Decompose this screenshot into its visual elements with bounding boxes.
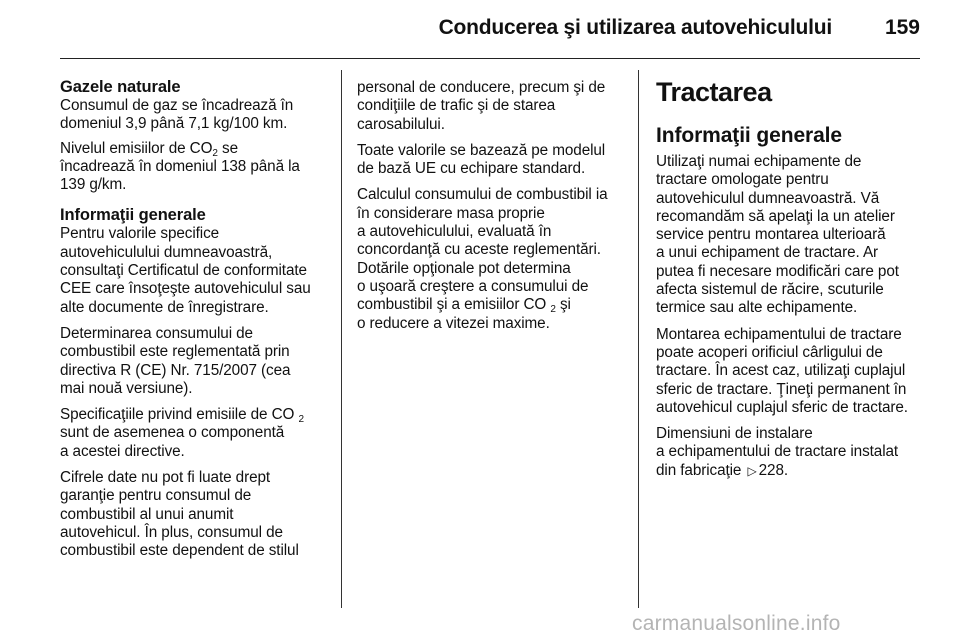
heading-natural-gas: Gazele naturale [60,78,181,96]
heading-general-info: Informaţii generale [60,206,206,225]
text-line: o reducere a vitezei maxime. [357,314,550,332]
column-3 [656,77,922,480]
triangle-right-outline-icon: ▷ [747,463,757,478]
page-header [60,14,920,54]
page-reference-link[interactable]: 228. [758,461,788,479]
text-line: autovehiculul dumneavoastră. Vă [656,189,880,207]
text-line: termice sau alte echipamente. [656,299,858,317]
text-line: Determinarea consumului de [60,324,253,342]
text-line: poate acoperi orificiul cârligului de [656,343,883,361]
text-line: tractare. În acest caz, utilizaţi cuplajul [656,362,906,380]
text-line: Consumul de gaz se încadrează în [60,97,294,114]
text-line: mai nouă versiune). [60,379,193,397]
text-line: Calculul consumului de combustibil ia [357,186,608,204]
text-line: a unui echipament de tractare. Ar [656,244,879,262]
page-reference-line: din fabricaţie ▷ 228. [656,461,788,479]
text-line: Dotările opţionale pot determina [357,259,571,277]
text-line: Utilizaţi numai echipamente de [656,153,862,170]
text-line: Dimensiuni de instalare [656,425,813,443]
co2-line: Nivelul emisiilor de $CO_2$ se [60,139,238,159]
text-line: CEE care însoţeşte autovehiculul sau [60,280,311,298]
text-line: domeniul 3,9 până 7,1 kg/100 km. [60,115,288,133]
co2-emissions-line: combustibil şi a emisiilor CO $_2$ şi [357,296,571,316]
column-1 [60,78,332,561]
text-line: sunt de asemenea o componentă [60,424,285,442]
text-line: service pentru montarea ulterioară [656,226,886,244]
text-line: directiva R (CE) Nr. 715/2007 (cea [60,361,291,379]
text-line: concordanţă cu aceste reglementări. [357,241,601,259]
text-line: consultaţi Certificatul de conformitate [60,262,307,280]
text-line: Toate valorile se bazează pe modelul [357,141,606,159]
text-line: Cifrele date nu pot fi luate drept [60,469,271,487]
text-line: a acestei directive. [60,442,185,460]
text-line: combustibil al unui anumit [60,505,234,523]
page-number: 159 [884,16,920,39]
running-header-title: Conducerea şi utilizarea autovehiculului [438,16,832,39]
text-line: o uşoară creştere a consumului de [357,277,589,295]
text-line: de bază UE cu echipare standard. [357,160,586,178]
text-line: recomandăm să apelaţi la un atelier [656,207,895,225]
text-line: a echipamentului de tractare instalat [656,443,899,461]
text-line: personal de conducere, precum şi de [357,79,606,96]
text-line: autovehicul cuplajul sferic de tractare. [656,398,908,416]
column-divider-2 [638,70,639,608]
text-line: alte documente de înregistrare. [60,298,269,316]
text-line: autovehiculului dumneavoastră, [60,243,273,261]
subsection-title: Informaţii generale [656,124,842,147]
text-line: încadrează în domeniul 138 până la [60,157,300,175]
column-divider-1 [341,70,342,608]
text-line: a autovehiculului, evaluată în [357,223,552,241]
text-line: în considerare masa proprie [357,204,545,222]
header-rule [60,58,920,59]
text-line: condiţiile de trafic şi de starea [357,97,556,115]
text-line: carosabilului. [357,115,445,133]
watermark: carmanualsonline.info [632,612,841,635]
text-line: autovehicul. În plus, consumul de [60,523,283,541]
text-line: tractare omologate pentru [656,171,829,189]
text-line: sferic de tractare. Ţineţi permanent în [656,380,907,398]
text-line: 139 g/km. [60,176,127,194]
text-line: combustibil este dependent de stilul [60,542,299,560]
section-title-towing: Tractarea [656,77,772,107]
text-line: putea fi necesare modificări care pot [656,262,899,280]
text-line: garanţie pentru consumul de [60,487,252,505]
text-line: Pentru valorile specifice [60,225,220,243]
text-line: afecta sistemul de răcire, scuturile [656,281,884,299]
text-line: Montarea echipamentului de tractare [656,325,902,343]
text-line: combustibil este reglementată prin [60,343,290,361]
spec-line: Specificaţiile privind emisiile de CO $_2$ [60,406,304,426]
column-2 [357,79,629,333]
